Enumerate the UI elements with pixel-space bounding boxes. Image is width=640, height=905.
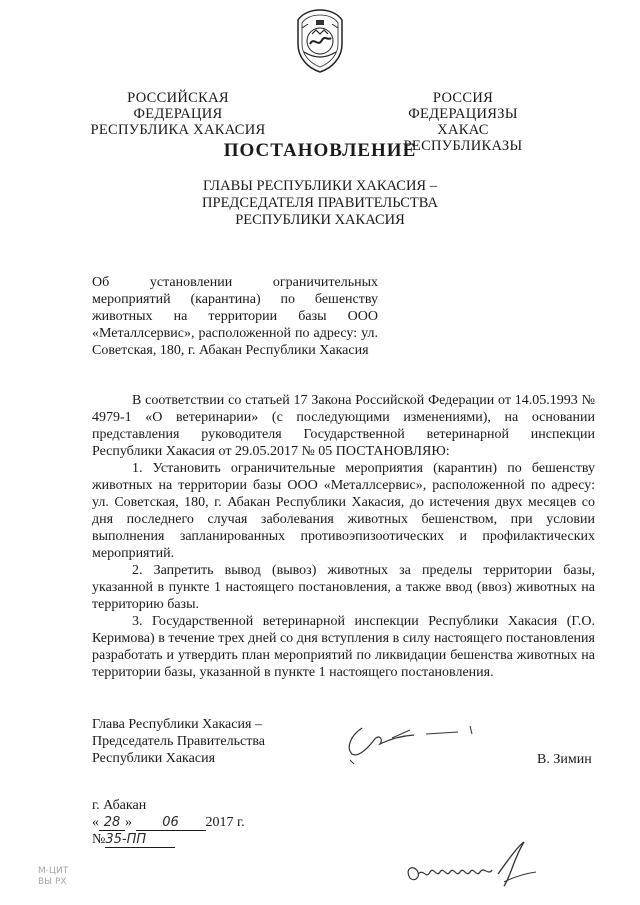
date-day: 28: [99, 815, 125, 831]
coat-of-arms-emblem: [290, 8, 350, 74]
signatory-title-line: Председатель Правительства: [92, 734, 265, 749]
document-body: [92, 392, 595, 681]
header-right-line: ХАКАС РЕСПУБЛИКАЗЫ: [403, 122, 523, 154]
header-left-line: РОССИЙСКАЯ ФЕДЕРАЦИЯ: [127, 90, 229, 122]
number-label: №: [92, 832, 106, 847]
clause-paragraph: 3. Государственной ветеринарной инспекции Республики Хакасия (Г.О. Керимова) в течение трех дней со дня вступления в силу настоящего постановления разработать и утвердить план мероприятий по ликвидации бешенства животных на территории базы, указанной в пункте 1 настоящего постановления.: [92, 614, 595, 680]
stamp-line: М-ЦИТ: [38, 866, 69, 876]
signatory-title-line: Глава Республики Хакасия –: [92, 717, 262, 732]
document-type-title: ПОСТАНОВЛЕНИЕ: [223, 140, 417, 161]
header-left: [88, 90, 268, 138]
date-month: 06: [136, 815, 206, 831]
issue-date: [92, 814, 245, 831]
document-subject: Об установлении ограничительных мероприятий (карантина) по бешенству животных на территории базы ООО «Металлсервис», расположенной по адресу: ул. Советская, 180, г. Абакан Республики Хакасия: [92, 275, 378, 358]
stamp-line: ВЫ РХ: [38, 877, 67, 887]
issuer-line: РЕСПУБЛИКИ ХАКАСИЯ: [235, 212, 405, 228]
date-quote-open: «: [92, 815, 99, 830]
date-quote-close: »: [125, 815, 132, 830]
clause-paragraph: 2. Запретить вывод (вывоз) животных за пределы территории базы, указанной в пункте 1 настоящего постановления, а также ввод (ввоз) животных на территорию базы.: [92, 563, 595, 612]
clause-paragraph: 1. Установить ограничительные мероприятия (карантин) по бешенству животных на территории базы ООО «Металлсервис», расположенной по адресу: ул. Советская, 180, г. Абакан Республики Хакасия, до истечения двух месяцев со дня последнего случая заболевания животных бешенством, при условии выполнения запланированных противоэпизоотических и профилактических мероприятий.: [92, 461, 595, 561]
header-left-line: РЕСПУБЛИКА ХАКАСИЯ: [90, 122, 266, 138]
issuer-line: ПРЕДСЕДАТЕЛЯ ПРАВИТЕЛЬСТВА: [202, 195, 438, 211]
preamble-paragraph: В соответствии со статьей 17 Закона Российской Федерации от 14.05.1993 № 4979-1 «О ветеринарии» (с последующими изменениями), на основании представления руководителя Государственной ветеринарной инспекции Республики Хакасия от 29.05.2017 № 05 ПОСТАНОВЛЯЮ:: [92, 393, 595, 459]
number-value: 35-ПП: [105, 832, 175, 848]
signatory-title: [92, 716, 265, 767]
stamp-fragment: [38, 866, 90, 888]
handwritten-signature: [340, 718, 480, 768]
signatory-title-line: Республики Хакасия: [92, 751, 216, 766]
handwritten-initials: [400, 838, 540, 898]
header-right-line: РОССИЯ ФЕДЕРАЦИЯЗЫ: [408, 90, 518, 122]
document-number: [92, 831, 175, 848]
issuer-line: ГЛАВЫ РЕСПУБЛИКИ ХАКАСИЯ –: [203, 178, 437, 194]
issue-place: г. Абакан: [92, 798, 147, 813]
date-year: 2017 г.: [205, 815, 245, 830]
signatory-name: В. Зимин: [537, 752, 592, 767]
issuer-block: [0, 178, 640, 229]
